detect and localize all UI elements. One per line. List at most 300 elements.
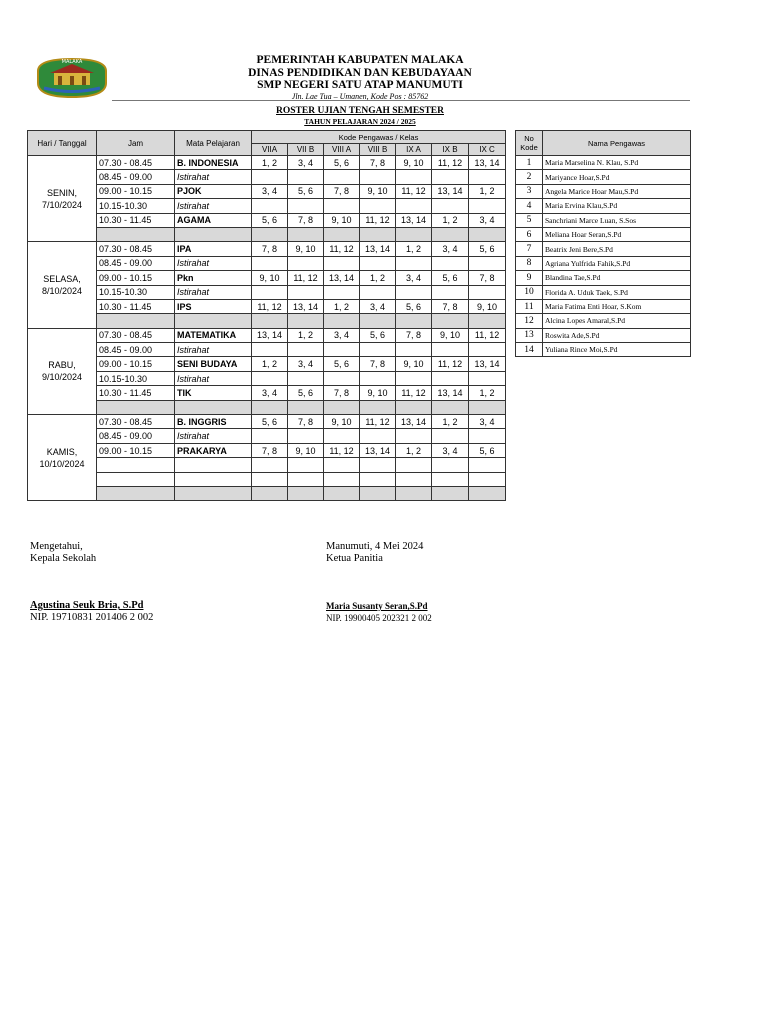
code-cell: 3, 4: [469, 213, 506, 227]
separator-cell: [360, 486, 396, 500]
code-cell: [396, 429, 432, 443]
code-cell: [252, 458, 288, 472]
code-cell: [432, 429, 469, 443]
separator-cell: [252, 486, 288, 500]
code-cell: 9, 10: [324, 415, 360, 429]
code-cell: 7, 8: [469, 271, 506, 285]
code-cell: [324, 343, 360, 357]
code-cell: 7, 8: [360, 156, 396, 170]
header-subject: Mata Pelajaran: [175, 131, 252, 156]
code-cell: 5, 6: [432, 271, 469, 285]
code-cell: [360, 429, 396, 443]
schedule-row: [28, 199, 506, 213]
separator-cell: [175, 314, 252, 328]
code-cell: 3, 4: [324, 328, 360, 342]
sig-right-line2: Ketua Panitia: [326, 553, 383, 564]
code-cell: 7, 8: [360, 357, 396, 371]
supervisor-no: 11: [516, 299, 543, 313]
code-cell: [252, 170, 288, 184]
day-cell: [28, 156, 97, 242]
code-cell: [432, 199, 469, 213]
code-cell: 7, 8: [288, 213, 324, 227]
separator-cell: [432, 400, 469, 414]
code-cell: [396, 256, 432, 270]
code-cell: [324, 256, 360, 270]
supervisor-no: 14: [516, 343, 543, 357]
code-cell: 13, 14: [360, 242, 396, 256]
code-cell: [396, 170, 432, 184]
code-cell: 3, 4: [252, 386, 288, 400]
supervisor-name: Maria Fatima Enti Hoar, S.Kom: [543, 299, 691, 313]
regency-logo: [34, 55, 110, 99]
code-cell: [288, 343, 324, 357]
supervisor-row: [516, 328, 691, 342]
code-cell: [360, 343, 396, 357]
header-class-0: VIIA: [252, 144, 288, 156]
supervisor-no: 5: [516, 213, 543, 227]
code-cell: 3, 4: [288, 156, 324, 170]
separator-cell: [175, 400, 252, 414]
code-cell: [432, 256, 469, 270]
code-cell: [360, 199, 396, 213]
day-name: KAMIS,: [46, 446, 78, 457]
supervisor-row: [516, 314, 691, 328]
schedule-row: [28, 328, 506, 342]
title-sub: TAHUN PELAJARAN 2024 / 2025: [304, 117, 416, 126]
separator-cell: [288, 400, 324, 414]
code-cell: [396, 472, 432, 486]
schedule-row: [28, 472, 506, 486]
supervisor-row: [516, 199, 691, 213]
separator-cell: [432, 314, 469, 328]
break-cell: Istirahat: [175, 199, 252, 213]
header-class-2: VIII A: [324, 144, 360, 156]
supervisor-name: Maria Marselina N. Klau, S.Pd: [543, 156, 691, 170]
supervisor-no: 9: [516, 271, 543, 285]
code-cell: [469, 429, 506, 443]
code-cell: [432, 285, 469, 299]
signature-block-committee: [326, 541, 432, 624]
supervisor-row: [516, 285, 691, 299]
time-cell: 07.30 - 08.45: [97, 156, 175, 170]
separator-cell: [324, 486, 360, 500]
subject-cell: AGAMA: [175, 213, 252, 227]
code-cell: 1, 2: [469, 184, 506, 198]
supervisor-name: Sanchriani Marce Luan, S.Sos: [543, 213, 691, 227]
schedule-row: [28, 256, 506, 270]
code-cell: 5, 6: [252, 415, 288, 429]
code-cell: 7, 8: [324, 386, 360, 400]
supervisor-name: Florida A. Uduk Taek, S.Pd: [543, 285, 691, 299]
supervisor-name: Meliana Hoar Seran,S.Pd: [543, 227, 691, 241]
supervisor-no: 6: [516, 227, 543, 241]
title-main: ROSTER UJIAN TENGAH SEMESTER: [276, 106, 444, 116]
day-date: 8/10/2024: [41, 286, 83, 297]
time-cell: 08.45 - 09.00: [97, 256, 175, 270]
subject-cell: B. INDONESIA: [175, 156, 252, 170]
code-cell: [469, 472, 506, 486]
subject-cell: [175, 458, 252, 472]
day-cell: [28, 328, 97, 414]
time-cell: 10.15-10.30: [97, 285, 175, 299]
time-cell: 10.30 - 11.45: [97, 213, 175, 227]
code-cell: [252, 472, 288, 486]
separator-cell: [324, 314, 360, 328]
supervisor-no: 12: [516, 314, 543, 328]
code-cell: 1, 2: [288, 328, 324, 342]
exam-schedule-table: [27, 130, 506, 501]
day-cell: [28, 415, 97, 501]
day-date: 7/10/2024: [41, 199, 83, 210]
code-cell: [360, 285, 396, 299]
code-cell: 13, 14: [469, 357, 506, 371]
code-cell: 1, 2: [360, 271, 396, 285]
code-cell: 9, 10: [252, 271, 288, 285]
code-cell: [288, 472, 324, 486]
code-cell: [252, 285, 288, 299]
code-cell: [288, 371, 324, 385]
code-cell: [469, 256, 506, 270]
code-cell: 1, 2: [432, 415, 469, 429]
schedule-row: [28, 343, 506, 357]
supervisor-row: [516, 271, 691, 285]
code-cell: [252, 199, 288, 213]
break-cell: Istirahat: [175, 285, 252, 299]
time-cell: 09.00 - 10.15: [97, 271, 175, 285]
subject-cell: SENI BUDAYA: [175, 357, 252, 371]
code-cell: 11, 12: [288, 271, 324, 285]
code-cell: 13, 14: [360, 443, 396, 457]
break-cell: Istirahat: [175, 371, 252, 385]
code-cell: [360, 458, 396, 472]
separator-cell: [396, 486, 432, 500]
break-cell: Istirahat: [175, 256, 252, 270]
code-cell: 11, 12: [432, 357, 469, 371]
separator-cell: [469, 314, 506, 328]
separator-cell: [288, 486, 324, 500]
code-cell: 1, 2: [324, 299, 360, 313]
sig-right-name: Maria Susanty Seran,S.Pd: [326, 601, 428, 611]
separator-cell: [252, 400, 288, 414]
separator-cell: [396, 227, 432, 241]
separator-cell: [360, 227, 396, 241]
code-cell: 13, 14: [324, 271, 360, 285]
code-cell: [469, 458, 506, 472]
code-cell: 1, 2: [396, 242, 432, 256]
code-cell: 7, 8: [252, 443, 288, 457]
separator-cell: [396, 400, 432, 414]
schedule-row: [28, 357, 506, 371]
separator-cell: [324, 227, 360, 241]
time-cell: 07.30 - 08.45: [97, 415, 175, 429]
time-cell: 09.00 - 10.15: [97, 443, 175, 457]
code-cell: [360, 371, 396, 385]
code-cell: 5, 6: [288, 386, 324, 400]
code-cell: 9, 10: [432, 328, 469, 342]
code-cell: [396, 458, 432, 472]
supervisor-table: [515, 130, 691, 357]
code-cell: 13, 14: [396, 213, 432, 227]
sig-left-line2: Kepala Sekolah: [30, 553, 97, 564]
code-cell: 1, 2: [396, 443, 432, 457]
code-cell: 7, 8: [288, 415, 324, 429]
supervisor-row: [516, 343, 691, 357]
code-cell: 7, 8: [396, 328, 432, 342]
header-supervisor-code-group: Kode Pengawas / Kelas: [252, 131, 506, 144]
header-divider: [112, 100, 690, 101]
header-class-3: VIII B: [360, 144, 396, 156]
header-line-school: SMP NEGERI SATU ATAP MANUMUTI: [257, 79, 463, 91]
supervisor-name: Yuliana Rince Moi,S.Pd: [543, 343, 691, 357]
schedule-row: [28, 271, 506, 285]
separator-cell: [97, 227, 175, 241]
separator-cell: [469, 400, 506, 414]
supervisor-no: 2: [516, 170, 543, 184]
code-cell: 1, 2: [469, 386, 506, 400]
supervisor-no: 7: [516, 242, 543, 256]
time-cell: 10.15-10.30: [97, 199, 175, 213]
supervisor-name: Mariyance Hoar,S.Pd: [543, 170, 691, 184]
schedule-row: [28, 443, 506, 457]
code-cell: [324, 458, 360, 472]
code-cell: 11, 12: [396, 184, 432, 198]
subject-cell: IPA: [175, 242, 252, 256]
separator-row: [28, 314, 506, 328]
separator-cell: [324, 400, 360, 414]
day-cell: [28, 242, 97, 328]
header-address: Jln. Lae Tua – Umanen, Kode Pos : 85762: [291, 91, 429, 101]
code-cell: 13, 14: [432, 184, 469, 198]
day-name: SENIN,: [46, 187, 77, 198]
break-cell: Istirahat: [175, 170, 252, 184]
header-nama-pengawas: Nama Pengawas: [543, 131, 691, 156]
subject-cell: Pkn: [175, 271, 252, 285]
supervisor-name: Roswita Ade,S.Pd: [543, 328, 691, 342]
separator-cell: [360, 314, 396, 328]
schedule-row: [28, 458, 506, 472]
day-name: SELASA,: [43, 274, 81, 285]
separator-cell: [360, 400, 396, 414]
separator-row: [28, 486, 506, 500]
time-cell: 08.45 - 09.00: [97, 429, 175, 443]
code-cell: 11, 12: [324, 242, 360, 256]
code-cell: 9, 10: [469, 299, 506, 313]
code-cell: 5, 6: [288, 184, 324, 198]
separator-row: [28, 227, 506, 241]
letterhead: [130, 54, 590, 102]
time-cell: 10.30 - 11.45: [97, 299, 175, 313]
time-cell: 08.45 - 09.00: [97, 170, 175, 184]
header-line-department: DINAS PENDIDIKAN DAN KEBUDAYAAN: [248, 66, 472, 79]
code-cell: [432, 458, 469, 472]
code-cell: 11, 12: [432, 156, 469, 170]
separator-cell: [252, 314, 288, 328]
sig-right-line1: Manumuti, 4 Mei 2024: [326, 541, 424, 552]
supervisor-row: [516, 184, 691, 198]
header-no-kode: No Kode: [516, 131, 543, 156]
code-cell: 11, 12: [396, 386, 432, 400]
time-cell: 08.45 - 09.00: [97, 343, 175, 357]
code-cell: [324, 371, 360, 385]
schedule-row: [28, 371, 506, 385]
code-cell: [288, 285, 324, 299]
code-cell: 13, 14: [432, 386, 469, 400]
code-cell: 3, 4: [396, 271, 432, 285]
subject-cell: PRAKARYA: [175, 443, 252, 457]
time-cell: [97, 472, 175, 486]
code-cell: 5, 6: [252, 213, 288, 227]
supervisor-row: [516, 242, 691, 256]
supervisor-name: Blandina Tae,S.Pd: [543, 271, 691, 285]
sig-left-name: Agustina Seuk Bria, S.Pd: [30, 600, 144, 611]
code-cell: 7, 8: [432, 299, 469, 313]
code-cell: [324, 199, 360, 213]
code-cell: [360, 472, 396, 486]
code-cell: [252, 343, 288, 357]
supervisor-no: 8: [516, 256, 543, 270]
day-date: 10/10/2024: [39, 458, 85, 469]
code-cell: 7, 8: [252, 242, 288, 256]
signature-block-principal: [30, 541, 153, 624]
header-line-government: PEMERINTAH KABUPATEN MALAKA: [256, 54, 464, 66]
code-cell: 3, 4: [252, 184, 288, 198]
code-cell: [324, 170, 360, 184]
separator-cell: [432, 227, 469, 241]
supervisor-name: Angela Marice Hoar Mau,S.Pd: [543, 184, 691, 198]
code-cell: 9, 10: [396, 357, 432, 371]
code-cell: [252, 429, 288, 443]
subject-cell: B. INGGRIS: [175, 415, 252, 429]
code-cell: [288, 429, 324, 443]
code-cell: [396, 199, 432, 213]
code-cell: 11, 12: [360, 213, 396, 227]
separator-row: [28, 400, 506, 414]
schedule-row: [28, 213, 506, 227]
code-cell: [252, 256, 288, 270]
code-cell: [288, 256, 324, 270]
schedule-row: [28, 170, 506, 184]
separator-cell: [396, 314, 432, 328]
supervisor-no: 3: [516, 184, 543, 198]
code-cell: 9, 10: [288, 242, 324, 256]
break-cell: Istirahat: [175, 429, 252, 443]
separator-cell: [469, 486, 506, 500]
sig-left-nip: NIP. 19710831 201406 2 002: [30, 612, 154, 623]
header-class-1: VII B: [288, 144, 324, 156]
supervisor-row: [516, 170, 691, 184]
code-cell: [360, 256, 396, 270]
code-cell: [288, 199, 324, 213]
code-cell: [360, 170, 396, 184]
supervisor-row: [516, 299, 691, 313]
subject-cell: PJOK: [175, 184, 252, 198]
supervisor-name: Beatrix Jeni Bere,S.Pd: [543, 242, 691, 256]
code-cell: 9, 10: [360, 386, 396, 400]
code-cell: 3, 4: [360, 299, 396, 313]
break-cell: Istirahat: [175, 343, 252, 357]
code-cell: 11, 12: [324, 443, 360, 457]
time-cell: 09.00 - 10.15: [97, 357, 175, 371]
schedule-row: [28, 285, 506, 299]
code-cell: 11, 12: [360, 415, 396, 429]
schedule-row: [28, 386, 506, 400]
code-cell: [432, 472, 469, 486]
schedule-row: [28, 415, 506, 429]
code-cell: 9, 10: [396, 156, 432, 170]
code-cell: 9, 10: [360, 184, 396, 198]
header-class-6: IX C: [469, 144, 506, 156]
code-cell: 1, 2: [432, 213, 469, 227]
schedule-row: [28, 429, 506, 443]
code-cell: 3, 4: [469, 415, 506, 429]
time-cell: [97, 458, 175, 472]
code-cell: [396, 285, 432, 299]
code-cell: [396, 343, 432, 357]
supervisor-row: [516, 227, 691, 241]
code-cell: [324, 429, 360, 443]
time-cell: 07.30 - 08.45: [97, 242, 175, 256]
supervisor-row: [516, 256, 691, 270]
subject-cell: [175, 472, 252, 486]
code-cell: 9, 10: [324, 213, 360, 227]
supervisor-row: [516, 156, 691, 170]
separator-cell: [469, 227, 506, 241]
supervisor-no: 13: [516, 328, 543, 342]
separator-cell: [97, 486, 175, 500]
code-cell: [469, 170, 506, 184]
separator-cell: [97, 314, 175, 328]
code-cell: [432, 343, 469, 357]
subject-cell: IPS: [175, 299, 252, 313]
day-name: RABU,: [48, 360, 76, 371]
code-cell: [324, 285, 360, 299]
supervisor-no: 10: [516, 285, 543, 299]
code-cell: 5, 6: [360, 328, 396, 342]
code-cell: 1, 2: [252, 357, 288, 371]
code-cell: 3, 4: [288, 357, 324, 371]
schedule-row: [28, 242, 506, 256]
header-class-4: IX A: [396, 144, 432, 156]
subject-cell: TIK: [175, 386, 252, 400]
code-cell: [432, 371, 469, 385]
code-cell: 5, 6: [469, 443, 506, 457]
schedule-row: [28, 299, 506, 313]
code-cell: 9, 10: [288, 443, 324, 457]
schedule-row: [28, 184, 506, 198]
code-cell: 13, 14: [252, 328, 288, 342]
supervisor-name: Agriana Yulfrida Fahik,S.Pd: [543, 256, 691, 270]
code-cell: 13, 14: [469, 156, 506, 170]
separator-cell: [288, 227, 324, 241]
supervisor-name: Alcina Lopes Amaral,S.Pd: [543, 314, 691, 328]
time-cell: 10.30 - 11.45: [97, 386, 175, 400]
code-cell: 11, 12: [469, 328, 506, 342]
header-time: Jam: [97, 131, 175, 156]
document-title: [130, 106, 590, 126]
separator-cell: [252, 227, 288, 241]
code-cell: 3, 4: [432, 443, 469, 457]
code-cell: 7, 8: [324, 184, 360, 198]
code-cell: 5, 6: [324, 156, 360, 170]
separator-cell: [432, 486, 469, 500]
code-cell: [396, 371, 432, 385]
supervisor-no: 4: [516, 199, 543, 213]
svg-text:MALAKA: MALAKA: [61, 59, 83, 65]
time-cell: 09.00 - 10.15: [97, 184, 175, 198]
separator-cell: [288, 314, 324, 328]
sig-left-line1: Mengetahui,: [30, 541, 83, 552]
code-cell: [288, 170, 324, 184]
